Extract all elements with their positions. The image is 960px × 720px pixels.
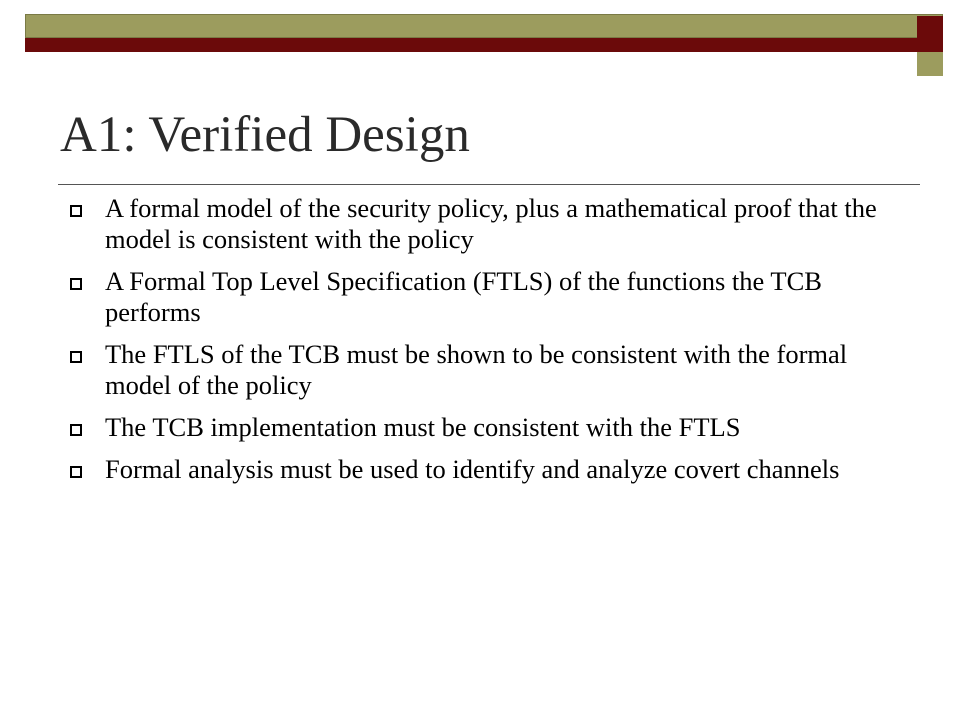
hollow-square-icon bbox=[70, 351, 82, 363]
bullet-text: The FTLS of the TCB must be shown to be consistent with the formal model of the policy bbox=[105, 339, 848, 400]
title-divider bbox=[58, 184, 920, 185]
bullet-item bbox=[64, 454, 904, 485]
bullet-text: Formal analysis must be used to identify and analyze covert channels bbox=[105, 454, 840, 484]
bullet-item bbox=[64, 339, 904, 401]
bullet-text: A formal model of the security policy, plus a mathematical proof that the model is consistent with the policy bbox=[105, 193, 877, 254]
bullet-text: The TCB implementation must be consistent with the FTLS bbox=[105, 412, 741, 442]
slide-title: A1: Verified Design bbox=[60, 107, 470, 163]
bullet-item bbox=[64, 412, 904, 443]
maroon-corner-square bbox=[917, 16, 943, 40]
hollow-square-icon bbox=[70, 205, 82, 217]
olive-stripe bbox=[25, 14, 943, 38]
hollow-square-icon bbox=[70, 466, 82, 478]
maroon-stripe bbox=[25, 38, 943, 52]
bullet-item bbox=[64, 193, 904, 255]
bullet-text: A Formal Top Level Specification (FTLS) of the functions the TCB performs bbox=[105, 266, 822, 327]
bullet-list bbox=[64, 193, 904, 496]
bullet-item bbox=[64, 266, 904, 328]
hollow-square-icon bbox=[70, 424, 82, 436]
hollow-square-icon bbox=[70, 278, 82, 290]
top-decorative-bar bbox=[25, 14, 943, 58]
olive-corner-square bbox=[917, 52, 943, 76]
